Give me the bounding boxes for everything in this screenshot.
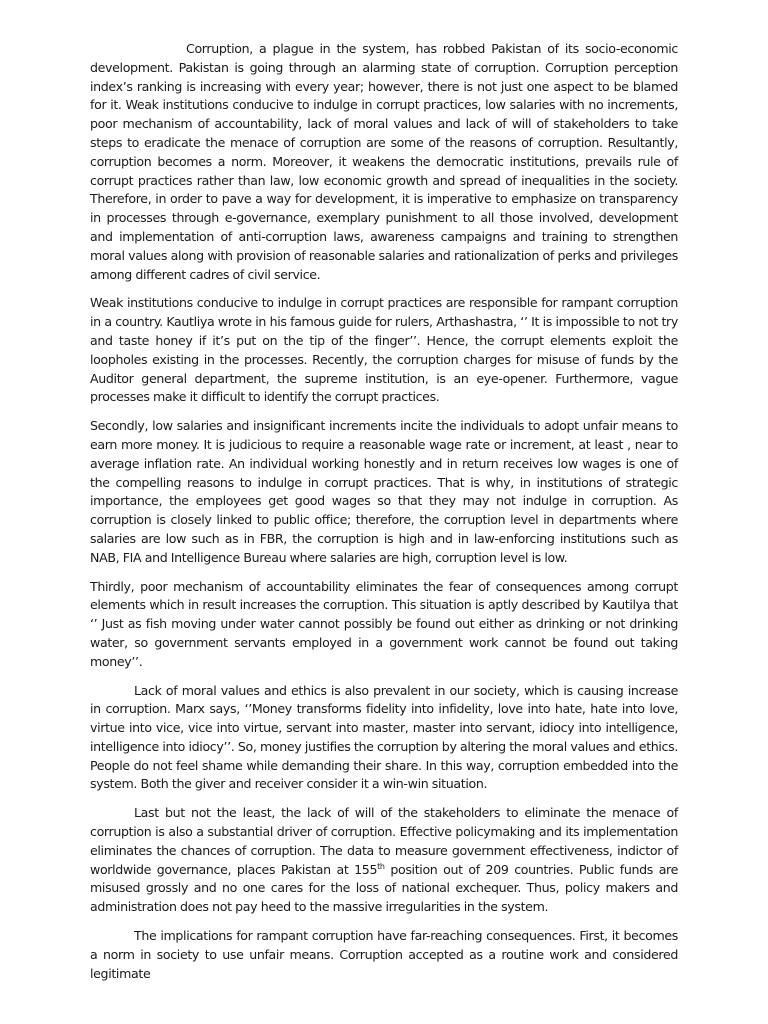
paragraph-low-salaries: Secondly, low salaries and insignificant increments incite the individuals to adopt unfair means to earn more money. It is judicious to require a reasonable wage rate or increment, at least , near to average inflation rate. An individual working honestly and in return receives low wages is one of the compelling reasons to indulge in corrupt practices. That is why, in institutions of strategic importance, the employees get good wages so that they may not indulge in corruption. As corruption is closely linked to public office; therefore, the corruption level in departments where salaries are low such as in FBR, the corruption is high and in law-enforcing institutions such as NAB, FIA and Intelligence Bureau where salaries are high, corruption level is low. [90, 418, 678, 565]
paragraph-weak-institutions: Weak institutions conducive to indulge in corrupt practices are responsible for rampant corruption in a country. Kautliya wrote in his famous guide for rulers, Arthashastra, ‘’ It is impossible to not try and taste honey if it’s put on the tip of the finger’’. Hence, the corrupt elements exploit the loopholes existing in the processes. Recently, the corruption charges for misuse of funds by the Auditor general department, the supreme institution, is an eye-opener. Furthermore, vague processes make it difficult to identify the corrupt practices. [90, 295, 678, 405]
paragraph-lack-of-will-text-before: Last but not the least, the lack of will of the stakeholders to eliminate the menace of corruption is also a substantial driver of corruption. Effective policymaking and its implementation eliminates the chances of corruption. The data to measure government effectiveness, indictor of worldwide governance, places Pakistan at 155 [90, 805, 678, 877]
paragraph-introduction: Corruption, a plague in the system, has robbed Pakistan of its socio-economic development. Pakistan is going through an alarming state of corruption. Corruption perception index’s ranking is increasing with every year; however, there is not just one aspect to be blamed for it. Weak institutions conducive to indulge in corrupt practices, low salaries with no increments, poor mechanism of accountability, lack of moral values and lack of will of stakeholders to take steps to eradicate the menace of corruption are some of the reasons of corruption. Resultantly, corruption becomes a norm. Moreover, it weakens the democratic institutions, prevails rule of corrupt practices rather than law, low economic growth and spread of inequalities in the society. Therefore, in order to pave a way for development, it is imperative to emphasize on transparency in processes through e-governance, exemplary punishment to all those involved, development and implementation of anti-corruption laws, awareness campaigns and training to strengthen moral values along with provision of reasonable salaries and rationalization of perks and privileges among different cadres of civil service. [90, 41, 678, 282]
document-page [90, 40, 678, 993]
ordinal-superscript: th [377, 861, 385, 871]
paragraph-implications: The implications for rampant corruption have far-reaching consequences. First, it becomes a norm in society to use unfair means. Corruption accepted as a routine work and considered legitimate [90, 928, 678, 981]
paragraph-lack-of-will-text-after: position out of 209 countries. Public funds are misused grossly and no one cares for the loss of national exchequer. Thus, policy makers and administration does not pay heed to the massive irregularities in the system. [90, 861, 679, 915]
paragraph-accountability: Thirdly, poor mechanism of accountability eliminates the fear of consequences among corrupt elements which in result increases the corruption. This situation is aptly described by Kautilya that ‘’ Just as fish moving under water cannot possibly be found out either as drinking or not drinking water, so government servants employed in a government work cannot be found out taking money’’. [90, 578, 678, 669]
paragraph-moral-values: Lack of moral values and ethics is also prevalent in our society, which is causing increase in corruption. Marx says, ‘’Money transforms fidelity into infidelity, love into hate, hate into love, virtue into vice, vice into virtue, servant into master, master into servant, idiocy into intelligence, intelligence into idiocy’’. So, money justifies the corruption by altering the moral values and ethics. People do not feel shame while demanding their share. In this way, corruption embedded into the system. Both the giver and receiver consider it a win-win situation. [90, 682, 678, 792]
paragraph-lack-of-will [90, 804, 678, 917]
